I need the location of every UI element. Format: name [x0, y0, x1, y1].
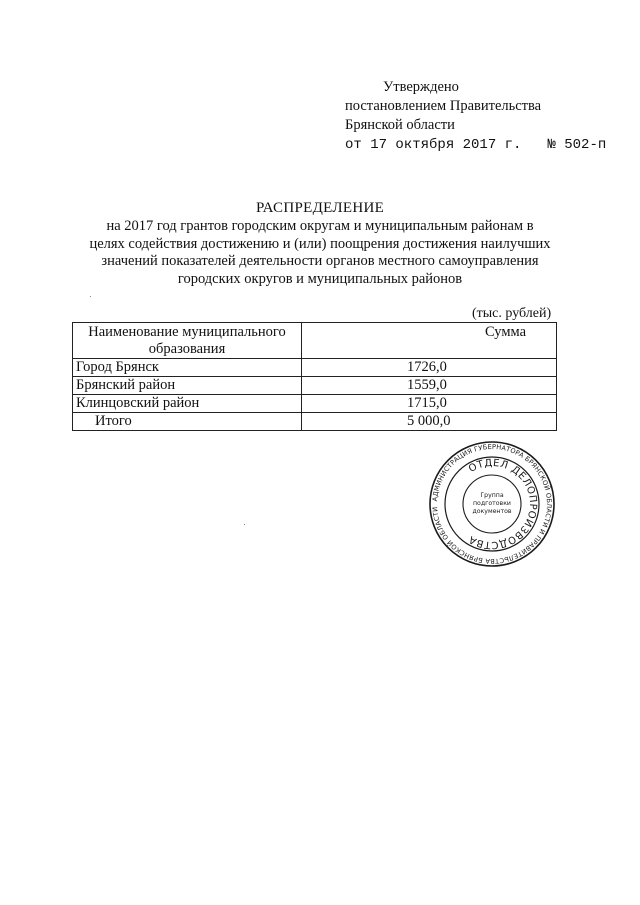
approval-number: № 502-п	[547, 137, 607, 153]
row-name: Клинцовский район	[73, 395, 302, 413]
header-municipality-line-2: образования	[148, 341, 226, 357]
approval-line-1: Утверждено	[383, 79, 459, 95]
table-total-row	[73, 413, 557, 431]
subtitle-line-3: значений показателей деятельности органов местного самоуправления	[101, 253, 539, 269]
units-note: (тыс. рублей)	[472, 306, 552, 321]
header-municipality-line-1: Наименование муниципального	[88, 324, 286, 340]
svg-text:ОТДЕЛ ДЕЛОПРОИЗВОДСТВА: ОТДЕЛ ДЕЛОПРОИЗВОДСТВА	[466, 457, 539, 551]
row-sum: 1559,0	[302, 377, 557, 395]
row-name: Брянский район	[73, 377, 302, 395]
subtitle-line-1: на 2017 год грантов городским округам и муниципальным районам в	[106, 218, 534, 234]
subtitle-line-2: целях содействия достижению и (или) поощрения достижения наилучших	[89, 235, 551, 252]
table-header-row	[73, 323, 557, 359]
stamp-seal-icon	[428, 440, 556, 568]
svg-text:АДМИНИСТРАЦИЯ ГУБЕРНАТОРА БРЯН: АДМИНИСТРАЦИЯ ГУБЕРНАТОРА БРЯНСКОЙ ОБЛАСТИ И ПРАВИТЕЛЬСТВА БРЯНСКОЙ ОБЛАСТИ	[431, 442, 554, 566]
office-stamp	[428, 440, 556, 568]
svg-text:Группа: Группа	[480, 492, 504, 499]
header-sum: Сумма	[302, 323, 557, 359]
header-municipality	[73, 323, 302, 359]
subtitle-line-4: городских округов и муниципальных районов	[177, 270, 463, 287]
approval-line-2: постановлением Правительства	[345, 98, 542, 114]
table-row	[73, 395, 557, 413]
document-title: РАСПРЕДЕЛЕНИЕ	[255, 200, 385, 216]
row-sum: 1726,0	[302, 359, 557, 377]
scan-speck	[90, 296, 91, 297]
grants-table	[72, 322, 557, 431]
svg-text:подготовки: подготовки	[473, 500, 511, 507]
approval-date: от 17 октября 2017 г.	[345, 137, 522, 153]
approval-line-3: Брянской области	[345, 117, 455, 133]
document-subtitle	[60, 218, 580, 288]
approval-date-line	[345, 136, 606, 155]
row-sum: 1715,0	[302, 395, 557, 413]
table-row	[73, 359, 557, 377]
row-name: Город Брянск	[73, 359, 302, 377]
table-row	[73, 377, 557, 395]
total-sum: 5 000,0	[302, 413, 557, 431]
scan-speck	[244, 524, 245, 525]
total-name: Итого	[73, 413, 302, 431]
svg-text:документов: документов	[472, 508, 512, 515]
approval-block	[345, 78, 606, 155]
